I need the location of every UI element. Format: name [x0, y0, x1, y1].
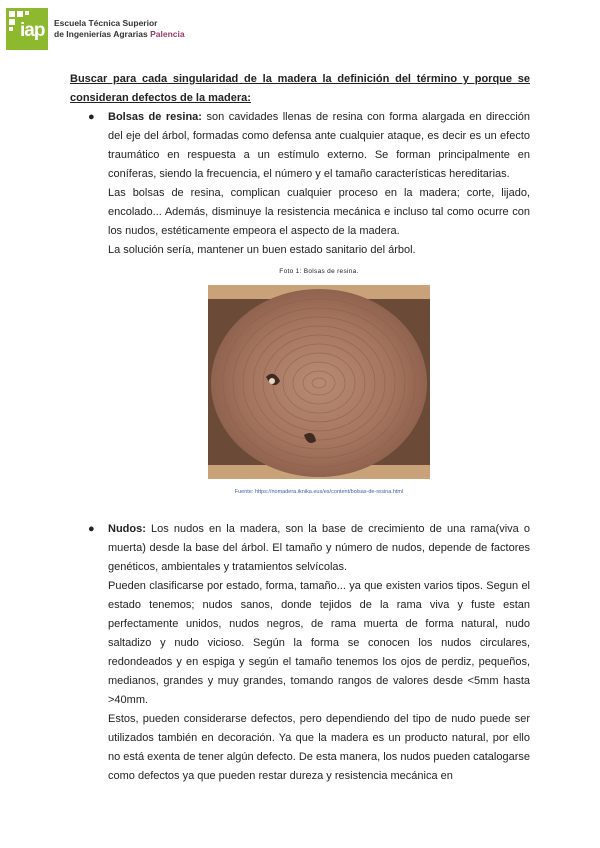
institution-line-1: Escuela Técnica Superior: [54, 18, 158, 28]
item-paragraph: [108, 108, 530, 184]
figure: [108, 285, 530, 479]
item-term: Nudos:: [108, 523, 146, 535]
list-item-nudos: [70, 520, 530, 786]
wood-cross-section-photo: [208, 285, 430, 479]
list-item-bolsas-resina: [70, 108, 530, 502]
document-body: [70, 70, 530, 786]
section-heading: Buscar para cada singularidad de la madera la definición del término y porque se consideran defectos de la madera:: [70, 73, 530, 104]
institution-line-2: de Ingenierías Agrarias: [54, 29, 148, 39]
item-paragraph: [108, 520, 530, 577]
item-text: Los nudos en la madera, son la base de crecimiento de una rama(viva o muerta) desde la base del árbol. El tamaño y número de nudos, depende de factores genéticos, ambientales y tratamientos selvícolas.: [108, 523, 530, 573]
institution-city: Palencia: [150, 29, 185, 39]
item-paragraph: Las bolsas de resina, complican cualquier proceso en la madera; corte, lijado, encolado... Además, disminuye la resistencia mecánica e incluso tal como ocurre con los nudos, estéticamente empeora el aspecto de la madera.: [108, 187, 530, 237]
bullet-icon: ●: [88, 523, 95, 535]
item-paragraph: Estos, pueden considerarse defectos, pero dependiendo del tipo de nudo puede ser utilizados también en decoración. Ya que la madera es un producto natural, por ello no está exenta de tener algún defecto. De esta manera, los nudos pueden catalogarse como defectos ya que pueden restar dureza y resistencia mecánica en: [108, 713, 530, 782]
wood-photo-svg: [208, 285, 430, 479]
figure-source: Fuente: https://nomadera.iknika.eus/es/content/bolsas-de-resina.html: [234, 489, 404, 495]
figure-caption: Foto 1: Bolsas de resina.: [279, 268, 359, 275]
item-paragraph: Pueden clasificarse por estado, forma, tamaño... ya que existen varios tipos. Segun el estado tenemos; nudos sanos, donde tejidos de la rama viva y fuste estan perfectamente unidos, nudos negros, de rama muerta de forma natural, nudo saltadizo y nudo vicioso. Según la forma se conocen los nudos circulares, redondeados y en espiga y según el tamaño tenemos los ojos de perdiz, pequeños, medianos, grandes y muy grandes, tomando rangos de valores desde <5mm hasta >40mm.: [108, 580, 530, 706]
school-logo: [6, 8, 48, 50]
bullet-icon: ●: [88, 111, 95, 123]
item-paragraph: La solución sería, mantener un buen estado sanitario del árbol.: [108, 244, 416, 256]
logo-text: iap: [20, 20, 45, 41]
page-header: [6, 8, 185, 50]
item-text: son cavidades llenas de resina con forma alargada en dirección del eje del árbol, formadas como defensa ante cualquier ataque, es decir es un efecto traumático en respuesta a un estímulo externo. Se forman principalmente en coníferas, siendo la frecuencia, el número y el tamaño características hereditarias.: [108, 111, 531, 180]
item-term: Bolsas de resina:: [108, 111, 202, 123]
institution-name: [54, 18, 185, 40]
